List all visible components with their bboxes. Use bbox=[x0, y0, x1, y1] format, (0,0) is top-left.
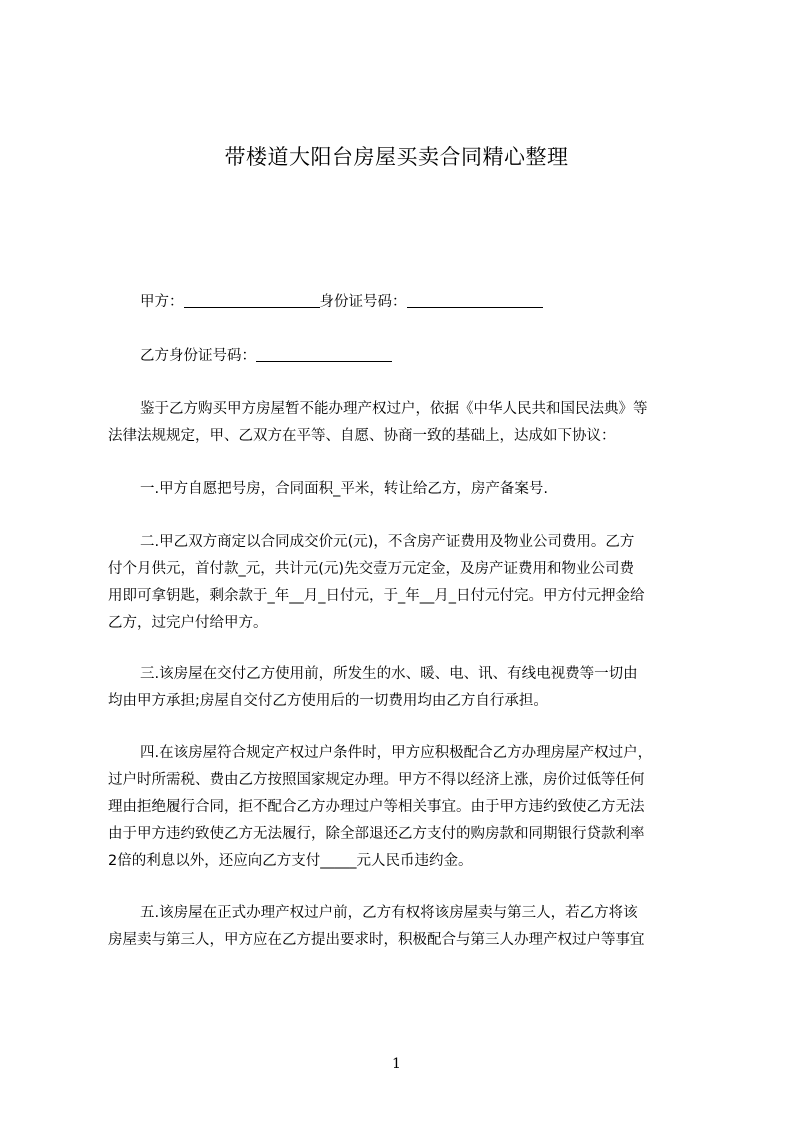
clause-4-line: 2倍的利息以外，还应向乙方支付_____元人民币违约金。 bbox=[108, 853, 473, 869]
clause-3-line: 均由甲方承担;房屋自交付乙方使用后的一切费用均由乙方自行承担。 bbox=[108, 693, 548, 709]
clause-1-paragraph bbox=[108, 476, 706, 503]
party-a-id-label: 身份证号码： bbox=[319, 294, 407, 310]
clause-5-paragraph bbox=[108, 900, 706, 954]
page-title: 带楼道大阳台房屋买卖合同精心整理 bbox=[224, 145, 569, 169]
clause-2-paragraph bbox=[108, 529, 706, 637]
clause-2-line: 付个月供元，首付款_元，共计元(元)先交壹万元定金，及房产证费用和物业公司费 bbox=[108, 561, 635, 577]
party-b-line bbox=[108, 345, 708, 366]
clause-1-line: 一.甲方自愿把号房，合同面积_平米，转让给乙方，房产备案号. bbox=[140, 481, 548, 497]
party-a-line bbox=[108, 291, 708, 312]
clause-3-line: 三.该房屋在交付乙方使用前，所发生的水、暖、电、讯、有线电视费等一切由 bbox=[140, 666, 638, 682]
clause-4-line: 四.在该房屋符合规定产权过户条件时，甲方应积极配合乙方办理房屋产权过户， bbox=[140, 745, 653, 761]
preamble-line: 鉴于乙方购买甲方房屋暂不能办理产权过户，依据《中华人民共和国民法典》等 bbox=[140, 401, 648, 417]
page-number: 1 bbox=[392, 1056, 401, 1072]
clause-4-line: 由于甲方违约致使乙方无法履行，除全部退还乙方支付的购房款和同期银行贷款利率 bbox=[108, 826, 645, 842]
party-b-id-label: 乙方身份证号码： bbox=[140, 348, 256, 364]
clause-5-line: 房屋卖与第三人，甲方应在乙方提出要求时，积极配合与第三人办理产权过户等事宜 bbox=[108, 932, 645, 948]
clause-3-paragraph bbox=[108, 661, 706, 715]
clause-2-line: 乙方，过完户付给甲方。 bbox=[108, 615, 268, 631]
party-a-name-blank bbox=[184, 291, 320, 308]
party-a-id-blank bbox=[407, 291, 543, 308]
clause-5-line: 五.该房屋在正式办理产权过户前，乙方有权将该房屋卖与第三人，若乙方将该 bbox=[140, 905, 638, 921]
clause-2-line: 用即可拿钥匙，剩余款于_年__月_日付元，于_年__月_日付元付完。甲方付元押金给 bbox=[108, 588, 645, 604]
preamble-paragraph bbox=[108, 396, 706, 450]
party-b-id-blank bbox=[256, 345, 392, 362]
clause-2-line: 二.甲乙双方商定以合同成交价元(元)，不含房产证费用及物业公司费用。乙方 bbox=[140, 534, 635, 550]
preamble-line: 法律法规规定，甲、乙双方在平等、自愿、协商一致的基础上，达成如下协议： bbox=[108, 428, 616, 444]
party-a-label: 甲方： bbox=[140, 294, 184, 310]
clause-4-line: 过户时所需税、费由乙方按照国家规定办理。甲方不得以经济上涨，房价过低等任何 bbox=[108, 772, 645, 788]
clause-4-line: 理由拒绝履行合同，拒不配合乙方办理过户等相关事宜。由于甲方违约致使乙方无法 bbox=[108, 799, 645, 815]
clause-4-paragraph bbox=[108, 740, 706, 875]
